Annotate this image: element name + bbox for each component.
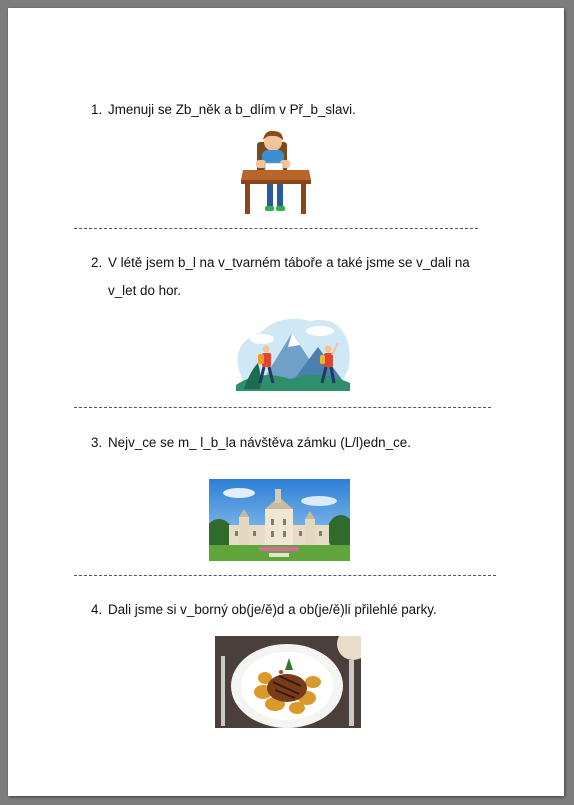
exercise-text: Dali jsme si v_borný ob(je/ě)d a ob(je/ě)li přilehlé parky.: [108, 602, 437, 617]
mountain-hikers-illustration: [230, 313, 354, 391]
exercise-number: 4.: [91, 602, 103, 617]
exercise-number: 3.: [91, 435, 103, 450]
lednice-castle-photo: [209, 479, 350, 561]
separator-line: [74, 575, 496, 577]
worksheet-page: [8, 8, 564, 796]
exercise-number: 1.: [91, 102, 103, 117]
exercise-text-line-2: v_let do hor.: [108, 283, 181, 298]
exercise-text: Nejv_ce se m_ l_b_la návštěva zámku (L/l)edn_ce.: [108, 435, 411, 450]
exercise-number: 2.: [91, 255, 103, 270]
separator-line: [74, 228, 478, 230]
separator-line: [74, 407, 491, 409]
exercise-text-line-1: V létě jsem b_l na v_tvarném táboře a také jsme se v_dali na: [108, 255, 470, 270]
steak-plate-photo: [215, 636, 361, 728]
exercise-text: Jmenuji se Zb_něk a b_dlím v Př_b_slavi.: [108, 102, 356, 117]
boy-at-desk-illustration: [237, 130, 313, 216]
